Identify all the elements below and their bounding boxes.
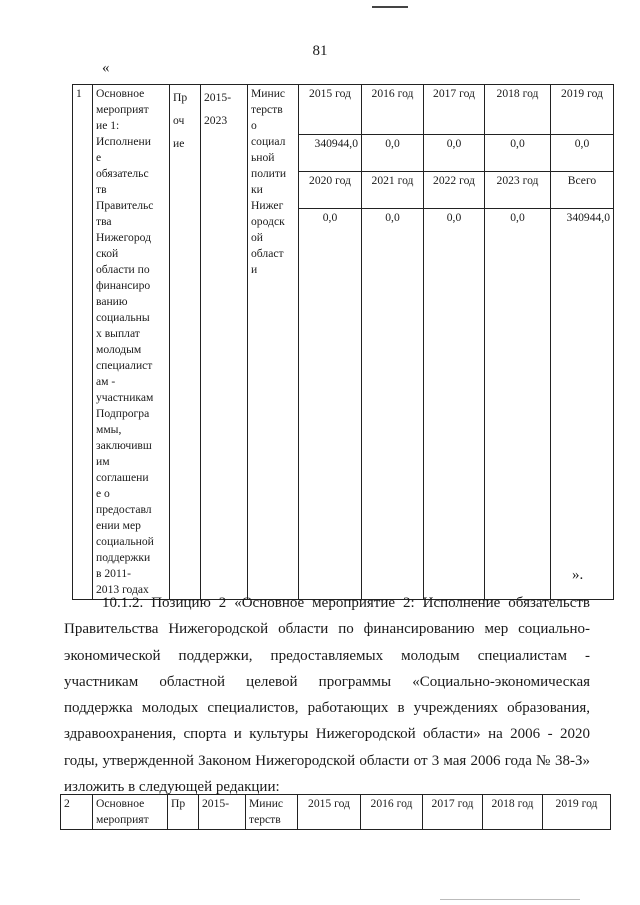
executor-cell: Минис терств bbox=[246, 795, 298, 830]
total-header: Всего bbox=[551, 172, 614, 209]
year-header: 2021 год bbox=[362, 172, 424, 209]
period-cell: 2015- bbox=[199, 795, 246, 830]
year-header: 2016 год bbox=[361, 795, 423, 830]
closing-quote: ». bbox=[572, 567, 584, 583]
funding-value: 0,0 bbox=[485, 209, 551, 600]
year-header: 2019 год bbox=[543, 795, 611, 830]
executor-cell: Минис терств о социал ьной полити ки Нижег ородск ой област и bbox=[248, 85, 299, 600]
period-cell: 2015- 2023 bbox=[201, 85, 248, 600]
year-header: 2020 год bbox=[299, 172, 362, 209]
scan-artifact-line bbox=[372, 6, 408, 8]
year-header: 2019 год bbox=[551, 85, 614, 135]
year-header: 2016 год bbox=[362, 85, 424, 135]
year-header: 2017 год bbox=[424, 85, 485, 135]
funding-value: 0,0 bbox=[551, 135, 614, 172]
funding-value: 0,0 bbox=[299, 209, 362, 600]
scan-artifact-line bbox=[440, 899, 580, 900]
category-cell: Пр оч ие bbox=[170, 85, 201, 600]
opening-quote: « bbox=[102, 60, 110, 76]
measure-description-cell: Основное мероприят bbox=[93, 795, 168, 830]
year-header: 2022 год bbox=[424, 172, 485, 209]
program-table-row-1 bbox=[72, 84, 614, 600]
funding-value: 0,0 bbox=[485, 135, 551, 172]
year-header: 2018 год bbox=[485, 85, 551, 135]
row-number-cell: 1 bbox=[73, 85, 93, 600]
category-cell: Пр bbox=[168, 795, 199, 830]
program-table-row-2 bbox=[60, 794, 611, 830]
year-header: 2017 год bbox=[423, 795, 483, 830]
funding-value: 0,0 bbox=[424, 135, 485, 172]
funding-value: 0,0 bbox=[362, 209, 424, 600]
year-header: 2015 год bbox=[299, 85, 362, 135]
total-value: 340944,0 bbox=[551, 209, 614, 600]
row-number-cell: 2 bbox=[61, 795, 93, 830]
funding-value: 340944,0 bbox=[299, 135, 362, 172]
year-header: 2015 год bbox=[298, 795, 361, 830]
amendment-paragraph: 10.1.2. Позицию 2 «Основное мероприятие 2: Исполнение обязательств Правительства Нижегородской области по финансированию мер социально-экономической поддержки, предоставляемых молодым специалистам - участникам областной целевой программы «Социально-экономическая поддержка молодых специалистов, работающих в учреждениях образования, здравоохранения, спорта и культуры Нижегородской области» на 2006 - 2020 годы, утвержденной Законом Нижегородской области от 3 мая 2006 года № 38-З» изложить в следующей редакции: bbox=[64, 595, 590, 796]
year-header: 2018 год bbox=[483, 795, 543, 830]
funding-value: 0,0 bbox=[362, 135, 424, 172]
funding-value: 0,0 bbox=[424, 209, 485, 600]
page-number: 81 bbox=[312, 43, 328, 59]
year-header: 2023 год bbox=[485, 172, 551, 209]
measure-description-cell: Основное мероприят ие 1: Исполнени е обязательс тв Правительс тва Нижегород ской области по финансиро ванию социальны х выплат молодым специалист ам - участникам Подпрогра ммы, заключивш им соглашени е о предоставл ении мер социальной поддержки в 2011- 2013 годах bbox=[93, 85, 170, 600]
